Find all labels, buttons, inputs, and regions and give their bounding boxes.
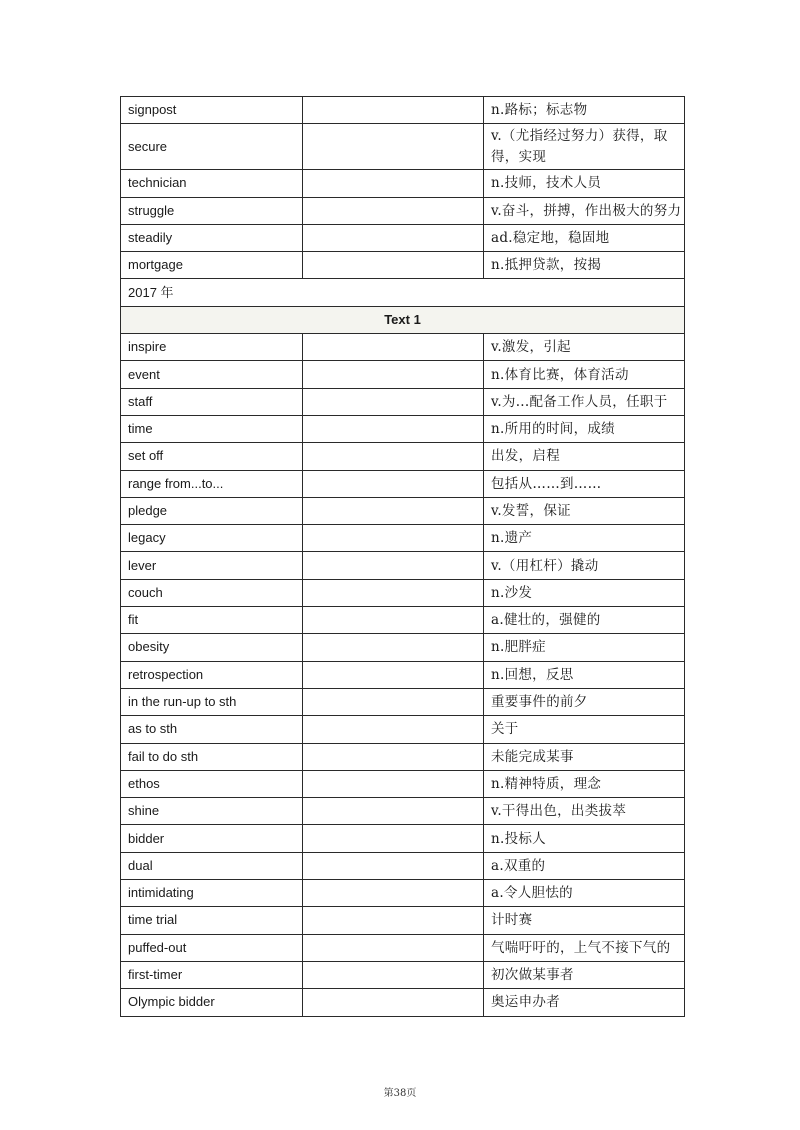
meaning-cell: a.双重的	[484, 852, 685, 879]
note-cell	[303, 961, 484, 988]
meaning-cell: v.为...配备工作人员，任职于	[484, 388, 685, 415]
meaning-cell: 重要事件的前夕	[484, 688, 685, 715]
note-cell	[303, 579, 484, 606]
meaning-cell: n.投标人	[484, 825, 685, 852]
table-row	[121, 470, 685, 497]
meaning-cell: v.奋斗，拼搏，作出极大的努力	[484, 197, 685, 224]
word-cell: time trial	[121, 907, 303, 934]
table-row	[121, 224, 685, 251]
note-cell	[303, 934, 484, 961]
word-cell: puffed-out	[121, 934, 303, 961]
note-cell	[303, 224, 484, 251]
table-row	[121, 525, 685, 552]
table-row	[121, 770, 685, 797]
year-label: 2017 年	[121, 279, 685, 306]
note-cell	[303, 443, 484, 470]
word-cell: legacy	[121, 525, 303, 552]
meaning-cell: 气喘吁吁的，上气不接下气的	[484, 934, 685, 961]
meaning-cell: v.激发，引起	[484, 334, 685, 361]
meaning-cell: 计时赛	[484, 907, 685, 934]
table-row	[121, 252, 685, 279]
table-row	[121, 552, 685, 579]
note-cell	[303, 688, 484, 715]
table-row	[121, 124, 685, 170]
note-cell	[303, 170, 484, 197]
word-cell: bidder	[121, 825, 303, 852]
meaning-cell: v.（尤指经过努力）获得，取得，实现	[484, 124, 685, 170]
meaning-cell: v.干得出色，出类拔萃	[484, 798, 685, 825]
note-cell	[303, 661, 484, 688]
note-cell	[303, 97, 484, 124]
word-cell: pledge	[121, 497, 303, 524]
table-row	[121, 961, 685, 988]
note-cell	[303, 470, 484, 497]
word-cell: inspire	[121, 334, 303, 361]
table-row	[121, 907, 685, 934]
table-row	[121, 415, 685, 442]
note-cell	[303, 388, 484, 415]
meaning-cell: 关于	[484, 716, 685, 743]
table-row	[121, 989, 685, 1016]
word-cell: fit	[121, 607, 303, 634]
note-cell	[303, 252, 484, 279]
meaning-cell: n.技师，技术人员	[484, 170, 685, 197]
note-cell	[303, 361, 484, 388]
note-cell	[303, 798, 484, 825]
word-cell: time	[121, 415, 303, 442]
word-cell: secure	[121, 124, 303, 170]
table-row	[121, 361, 685, 388]
note-cell	[303, 415, 484, 442]
meaning-cell: n.精神特质，理念	[484, 770, 685, 797]
word-cell: intimidating	[121, 880, 303, 907]
word-cell: dual	[121, 852, 303, 879]
word-cell: couch	[121, 579, 303, 606]
word-cell: shine	[121, 798, 303, 825]
note-cell	[303, 525, 484, 552]
section-header-row	[121, 306, 685, 333]
word-cell: ethos	[121, 770, 303, 797]
table-row	[121, 607, 685, 634]
meaning-cell: ad.稳定地，稳固地	[484, 224, 685, 251]
word-cell: lever	[121, 552, 303, 579]
table-row	[121, 497, 685, 524]
word-cell: signpost	[121, 97, 303, 124]
table-row	[121, 634, 685, 661]
note-cell	[303, 124, 484, 170]
table-row	[121, 579, 685, 606]
note-cell	[303, 880, 484, 907]
table-row	[121, 443, 685, 470]
note-cell	[303, 552, 484, 579]
word-cell: obesity	[121, 634, 303, 661]
meaning-cell: n.肥胖症	[484, 634, 685, 661]
year-row	[121, 279, 685, 306]
note-cell	[303, 770, 484, 797]
word-cell: technician	[121, 170, 303, 197]
table-row	[121, 716, 685, 743]
vocabulary-table	[120, 96, 685, 1017]
meaning-cell: n.沙发	[484, 579, 685, 606]
meaning-cell: n.回想，反思	[484, 661, 685, 688]
table-row	[121, 934, 685, 961]
meaning-cell: a.令人胆怯的	[484, 880, 685, 907]
word-cell: event	[121, 361, 303, 388]
meaning-cell: n.遗产	[484, 525, 685, 552]
meaning-cell: v.（用杠杆）撬动	[484, 552, 685, 579]
word-cell: mortgage	[121, 252, 303, 279]
word-cell: in the run-up to sth	[121, 688, 303, 715]
meaning-cell: 出发，启程	[484, 443, 685, 470]
word-cell: set off	[121, 443, 303, 470]
note-cell	[303, 989, 484, 1016]
word-cell: fail to do sth	[121, 743, 303, 770]
table-row	[121, 334, 685, 361]
word-cell: struggle	[121, 197, 303, 224]
table-row	[121, 852, 685, 879]
meaning-cell: 初次做某事者	[484, 961, 685, 988]
table-row	[121, 661, 685, 688]
note-cell	[303, 825, 484, 852]
meaning-cell: v.发誓，保证	[484, 497, 685, 524]
table-row	[121, 880, 685, 907]
word-cell: first-timer	[121, 961, 303, 988]
table-row	[121, 743, 685, 770]
table-row	[121, 170, 685, 197]
section-title: Text 1	[121, 306, 685, 333]
table-row	[121, 388, 685, 415]
meaning-cell: n.所用的时间，成绩	[484, 415, 685, 442]
note-cell	[303, 716, 484, 743]
word-cell: steadily	[121, 224, 303, 251]
table-row	[121, 798, 685, 825]
meaning-cell: a.健壮的，强健的	[484, 607, 685, 634]
table-row	[121, 97, 685, 124]
meaning-cell: 未能完成某事	[484, 743, 685, 770]
meaning-cell: n.路标；标志物	[484, 97, 685, 124]
word-cell: staff	[121, 388, 303, 415]
word-cell: Olympic bidder	[121, 989, 303, 1016]
word-cell: retrospection	[121, 661, 303, 688]
meaning-cell: 奥运申办者	[484, 989, 685, 1016]
note-cell	[303, 607, 484, 634]
meaning-cell: n.体育比赛，体育活动	[484, 361, 685, 388]
table-row	[121, 825, 685, 852]
word-cell: range from...to...	[121, 470, 303, 497]
note-cell	[303, 852, 484, 879]
note-cell	[303, 197, 484, 224]
meaning-cell: n.抵押贷款，按揭	[484, 252, 685, 279]
note-cell	[303, 743, 484, 770]
table-row	[121, 197, 685, 224]
table-row	[121, 688, 685, 715]
note-cell	[303, 334, 484, 361]
word-cell: as to sth	[121, 716, 303, 743]
note-cell	[303, 634, 484, 661]
meaning-cell: 包括从……到……	[484, 470, 685, 497]
note-cell	[303, 907, 484, 934]
note-cell	[303, 497, 484, 524]
page-number: 第38页	[383, 1088, 417, 1099]
